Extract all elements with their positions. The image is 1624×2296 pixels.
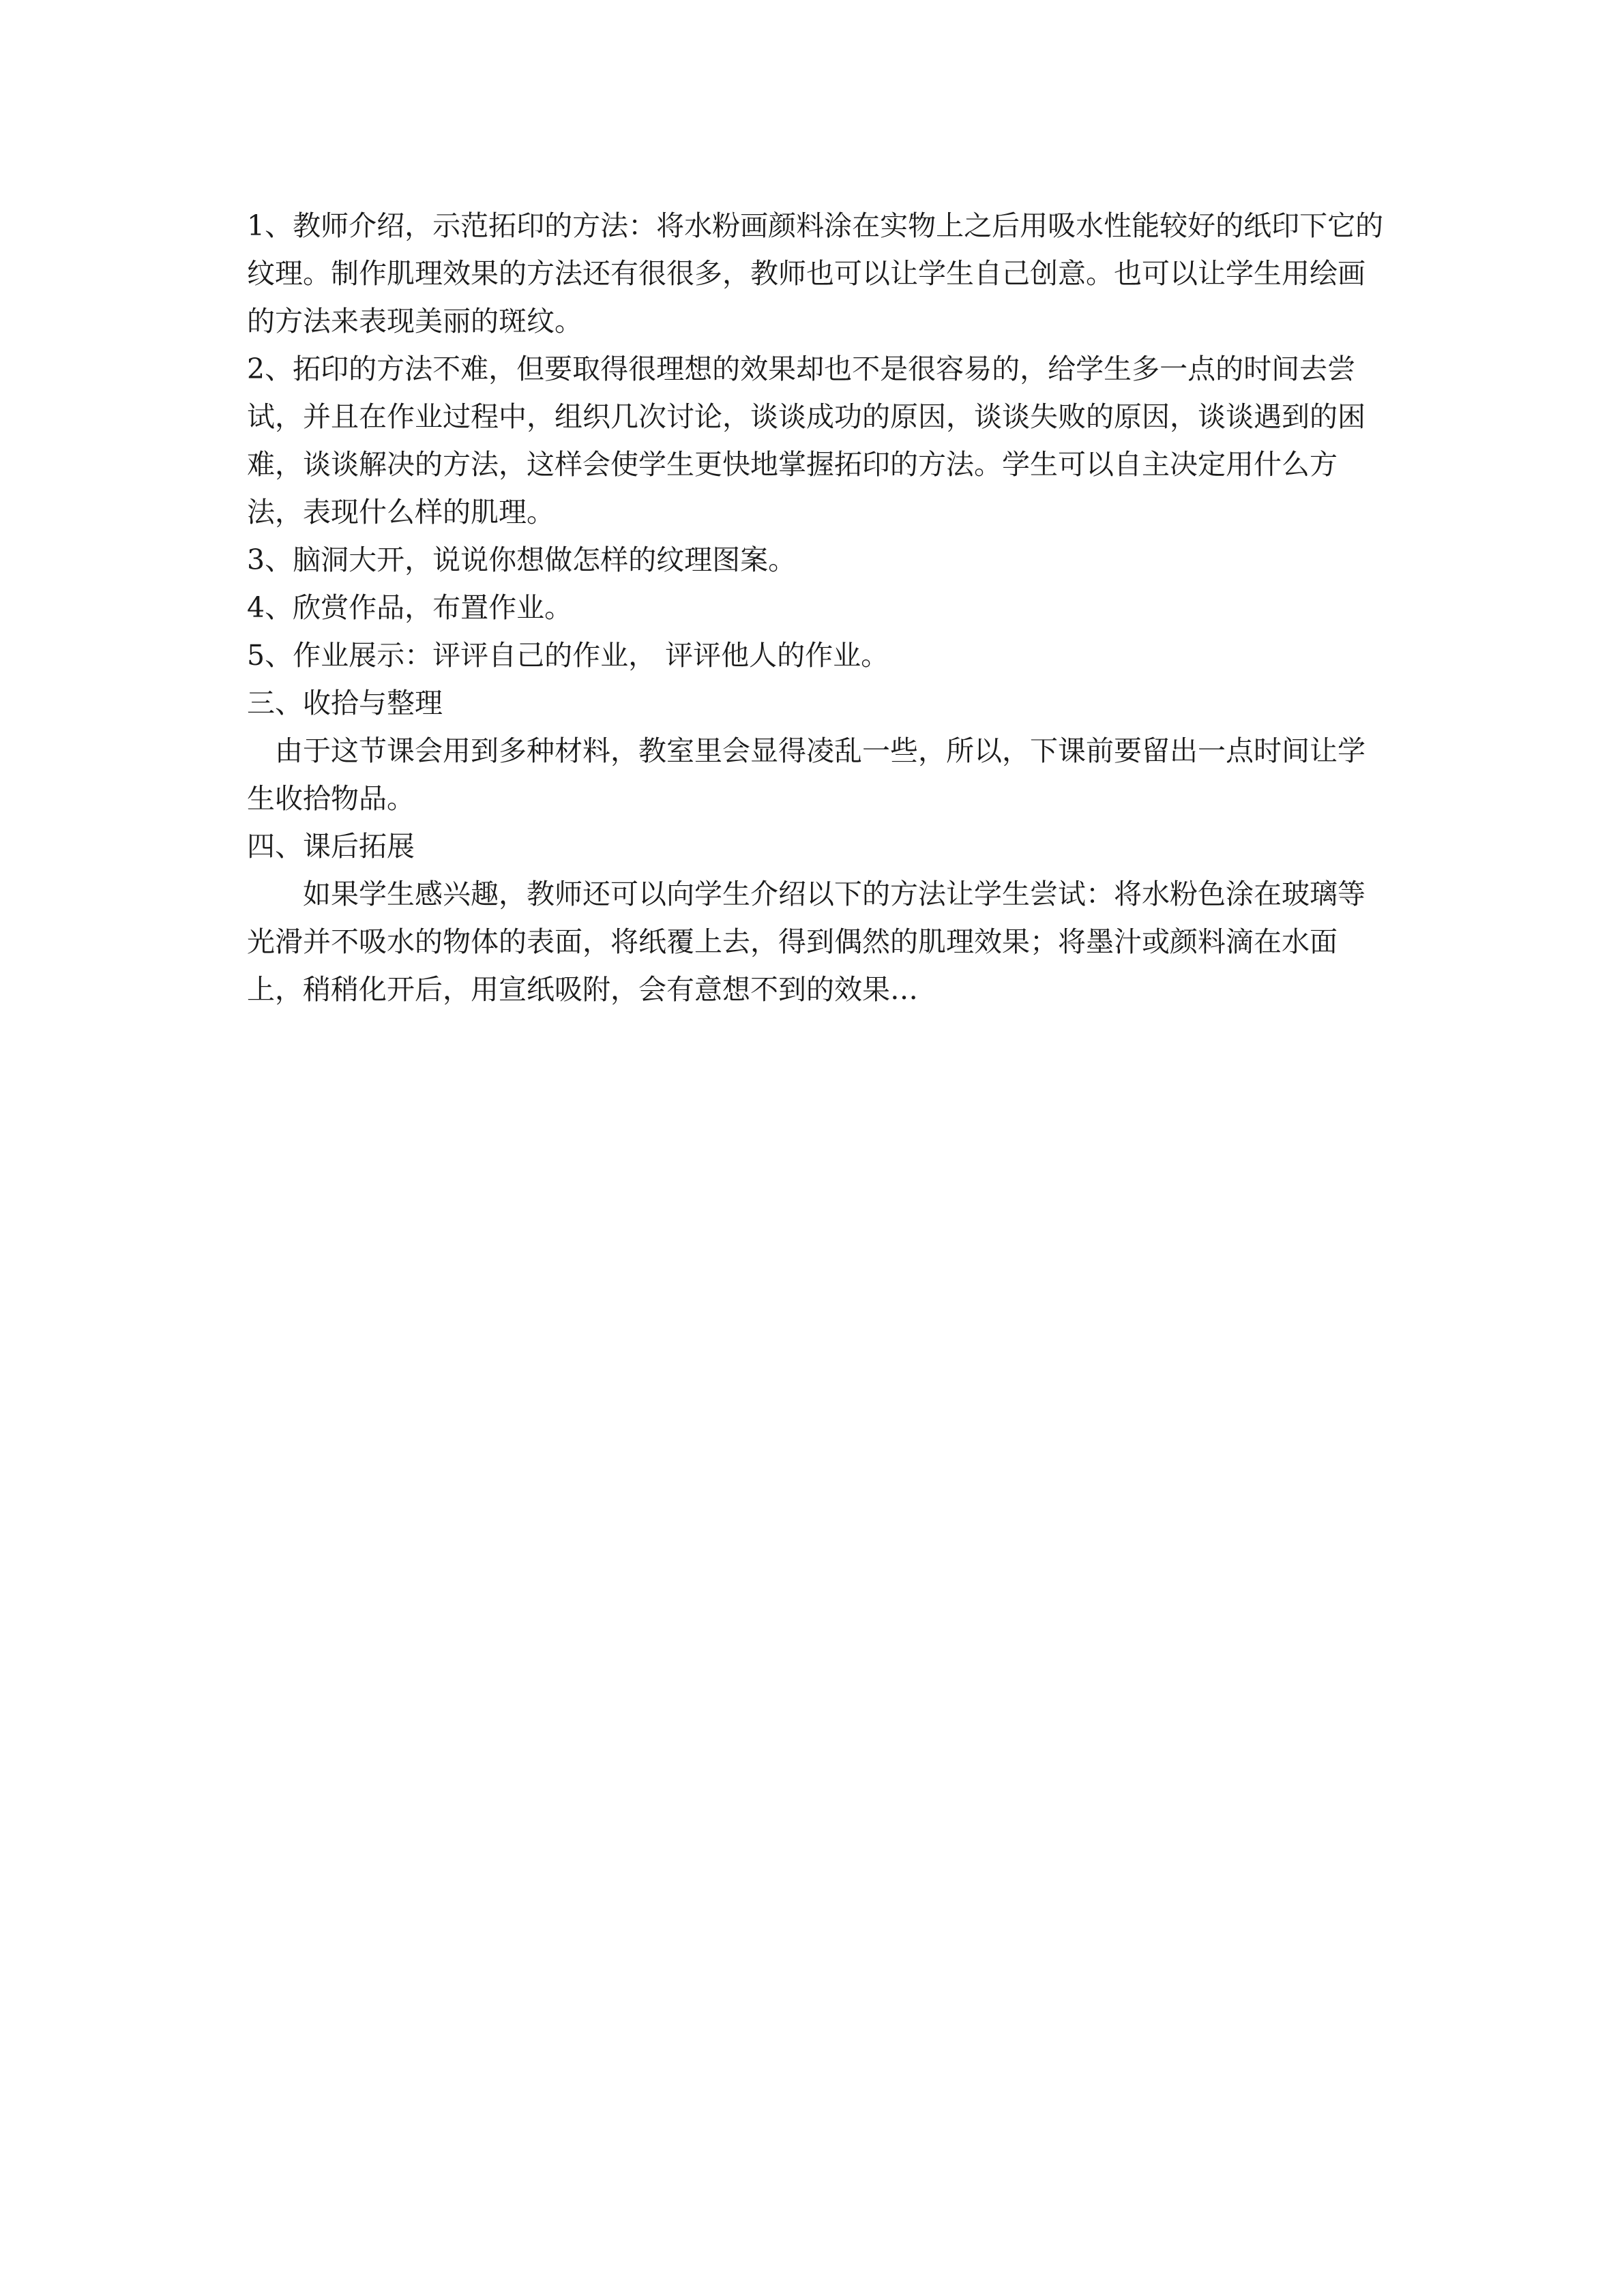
paragraph-item-1: 1、教师介绍，示范拓印的方法：将水粉画颜料涂在实物上之后用吸水性能较好的纸印下它的纹理。制作肌理效果的方法还有很很多，教师也可以让学生自己创意。也可以让学生用绘画的方法来表现美丽的斑纹。: [247, 209, 1384, 338]
section-body-extension: 如果学生感兴趣，教师还可以向学生介绍以下的方法让学生尝试：将水粉色涂在玻璃等光滑并不吸水的物体的表面，将纸覆上去，得到偶然的肌理效果；将墨汁或颜料滴在水面上，稍稍化开后，用宣纸吸附，会有意想不到的效果…: [247, 878, 1365, 1006]
paragraph-item-4: 4、欣赏作品，布置作业。: [247, 591, 573, 624]
section-body-cleanup: 由于这节课会用到多种材料，教室里会显得凌乱一些，所以，下课前要留出一点时间让学生收拾物品。: [247, 734, 1365, 815]
paragraph-item-2: 2、拓印的方法不难，但要取得很理想的效果却也不是很容易的，给学生多一点的时间去尝试，并且在作业过程中，组织几次讨论，谈谈成功的原因，谈谈失败的原因，谈谈遇到的困难，谈谈解决的方法，这样会使学生更快地掌握拓印的方法。学生可以自主决定用什么方法，表现什么样的肌理。: [247, 353, 1365, 528]
section-heading-extension: 四、课后拓展: [247, 830, 415, 863]
paragraph-item-3: 3、脑洞大开，说说你想做怎样的纹理图案。: [247, 543, 797, 576]
document-body: [247, 202, 1393, 1013]
section-heading-cleanup: 三、收拾与整理: [247, 687, 443, 719]
paragraph-item-5: 5、作业展示：评评自己的作业， 评评他人的作业。: [247, 639, 889, 672]
